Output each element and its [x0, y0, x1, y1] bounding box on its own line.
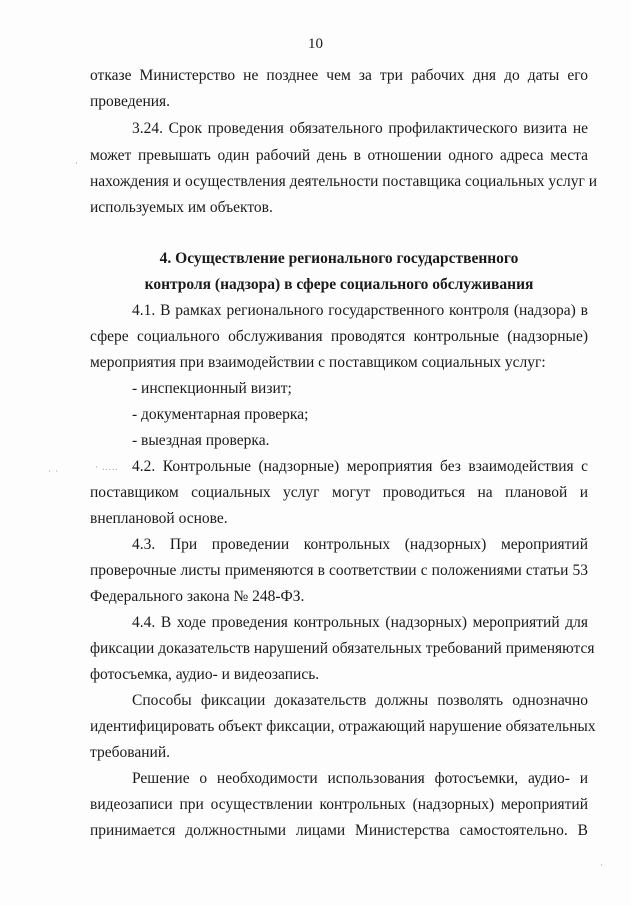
paragraph-line: мероприятия при взаимодействии с поставщиком социальных услуг:: [90, 354, 546, 371]
paragraph-line: фиксации доказательств нарушений обязательных требований применяются: [90, 640, 595, 657]
paragraph-line: принимается должностными лицами Министерства самостоятельно. В: [90, 822, 588, 839]
paragraph-line: 4.4. В ходе проведения контрольных (надзорных) мероприятий для: [132, 614, 588, 631]
paragraph-line: проверочные листы применяются в соответствии с положениями статьи 53: [90, 562, 588, 579]
paragraph-line: требований.: [90, 744, 170, 761]
paragraph-line: 4.3. При проведении контрольных (надзорных) мероприятий: [132, 536, 588, 553]
paragraph-line: 4.2. Контрольные (надзорные) мероприятия без взаимодействия с: [132, 458, 588, 475]
paragraph-line: сфере социального обслуживания проводятся контрольные (надзорные): [90, 328, 588, 345]
section-heading: 4. Осуществление регионального государственного: [159, 250, 519, 267]
list-item: - инспекционный визит;: [132, 380, 292, 397]
paragraph-line: нахождения и осуществления деятельности поставщика социальных услуг и: [90, 173, 598, 190]
paragraph-line: видеозаписи при осуществлении контрольных (надзорных) мероприятий: [90, 796, 588, 813]
list-item: - документарная проверка;: [132, 406, 309, 423]
page-number: 10: [308, 36, 323, 52]
paragraph-line: 4.1. В рамках регионального государственного контроля (надзора) в: [132, 302, 588, 319]
list-item: - выездная проверка.: [132, 432, 270, 449]
paragraph-line: фотосъемка, аудио- и видеозапись.: [90, 666, 320, 683]
paragraph-line: используемых им объектов.: [90, 199, 273, 216]
paragraph-line: идентифицировать объект фиксации, отражающий нарушение обязательных: [90, 718, 596, 735]
paragraph-line: может превышать один рабочий день в отношении одного адреса места: [90, 147, 588, 164]
paragraph-line: внеплановой основе.: [90, 510, 228, 527]
paragraph-line: Способы фиксации доказательств должны позволять однозначно: [132, 692, 588, 709]
paragraph-line: Федерального закона № 248-ФЗ.: [90, 588, 305, 605]
paragraph-line: поставщиком социальных услуг могут проводиться на плановой и: [90, 484, 588, 501]
paragraph-line: 3.24. Срок проведения обязательного профилактического визита не: [132, 120, 588, 137]
paragraph-line: отказе Министерство не позднее чем за три рабочих дня до даты его: [90, 67, 588, 84]
paragraph-line: проведения.: [90, 93, 171, 110]
scan-speck: ·: [75, 158, 79, 168]
scan-speck: · ·: [48, 466, 60, 476]
scan-speck: ·: [600, 860, 604, 870]
section-heading: контроля (надзора) в сфере социального обслуживания: [144, 276, 534, 293]
paragraph-line: Решение о необходимости использования фотосъемки, аудио- и: [132, 770, 588, 787]
scan-speck: · .....: [95, 462, 119, 472]
